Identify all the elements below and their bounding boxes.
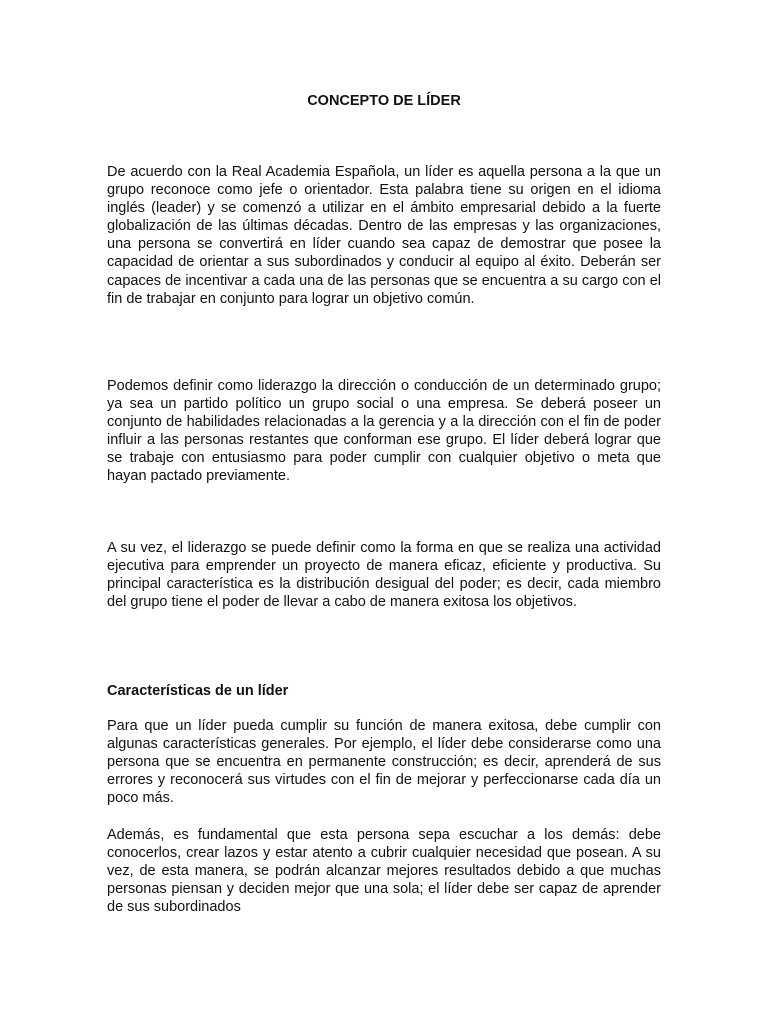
paragraph-definition: De acuerdo con la Real Academia Española, un líder es aquella persona a la que un grupo reconoce como jefe o orientador. Esta palabra tiene su origen en el idioma inglés (leader) y se comenzó a utilizar en el ámbito empresarial debido a la fuerte globalización de las últimas décadas. Dentro de las empresas y las organizaciones, una persona se convertirá en líder cuando sea capaz de demostrar que posee la capacidad de orientar a sus subordinados y conducir al equipo al éxito. Deberán ser capaces de incentivar a cada una de las personas que se encuentra a su cargo con el fin de trabajar en conjunto para lograr un objetivo común. — [107, 164, 661, 307]
paragraph-characteristics: Para que un líder pueda cumplir su función de manera exitosa, debe cumplir con algunas características generales. Por ejemplo, el líder debe considerarse como una persona que se encuentra en permanente construcción; es decir, aprenderá de sus errores y reconocerá sus virtudes con el fin de mejorar y perfeccionarse cada día un poco más. — [107, 718, 661, 807]
paragraph-listening: Además, es fundamental que esta persona sepa escuchar a los demás: debe conocerlos, crear lazos y estar atento a cubrir cualquier necesidad que posean. A su vez, de esta manera, se podrán alcanzar mejores resultados debido a que muchas personas piensan y deciden mejor que una sola; el líder debe ser capaz de aprender de sus subordinados — [107, 827, 661, 916]
paragraph-leadership: Podemos definir como liderazgo la dirección o conducción de un determinado grupo; ya sea un partido político un grupo social o una empresa. Se deberá poseer un conjunto de habilidades relacionadas a la gerencia y a la dirección con el fin de poder influir a las personas restantes que conforman ese grupo. El líder deberá lograr que se trabaje con entusiasmo para poder cumplir con cualquier objetivo o meta que hayan pactado previamente. — [107, 378, 661, 485]
section-heading: Características de un líder — [107, 683, 289, 699]
page-title: CONCEPTO DE LÍDER — [307, 93, 461, 109]
paragraph-leadership-execution: A su vez, el liderazgo se puede definir como la forma en que se realiza una actividad ejecutiva para emprender un proyecto de manera eficaz, eficiente y productiva. Su principal característica es la distribución desigual del poder; es decir, cada miembro del grupo tiene el poder de llevar a cabo de manera exitosa los objetivos. — [107, 540, 661, 611]
